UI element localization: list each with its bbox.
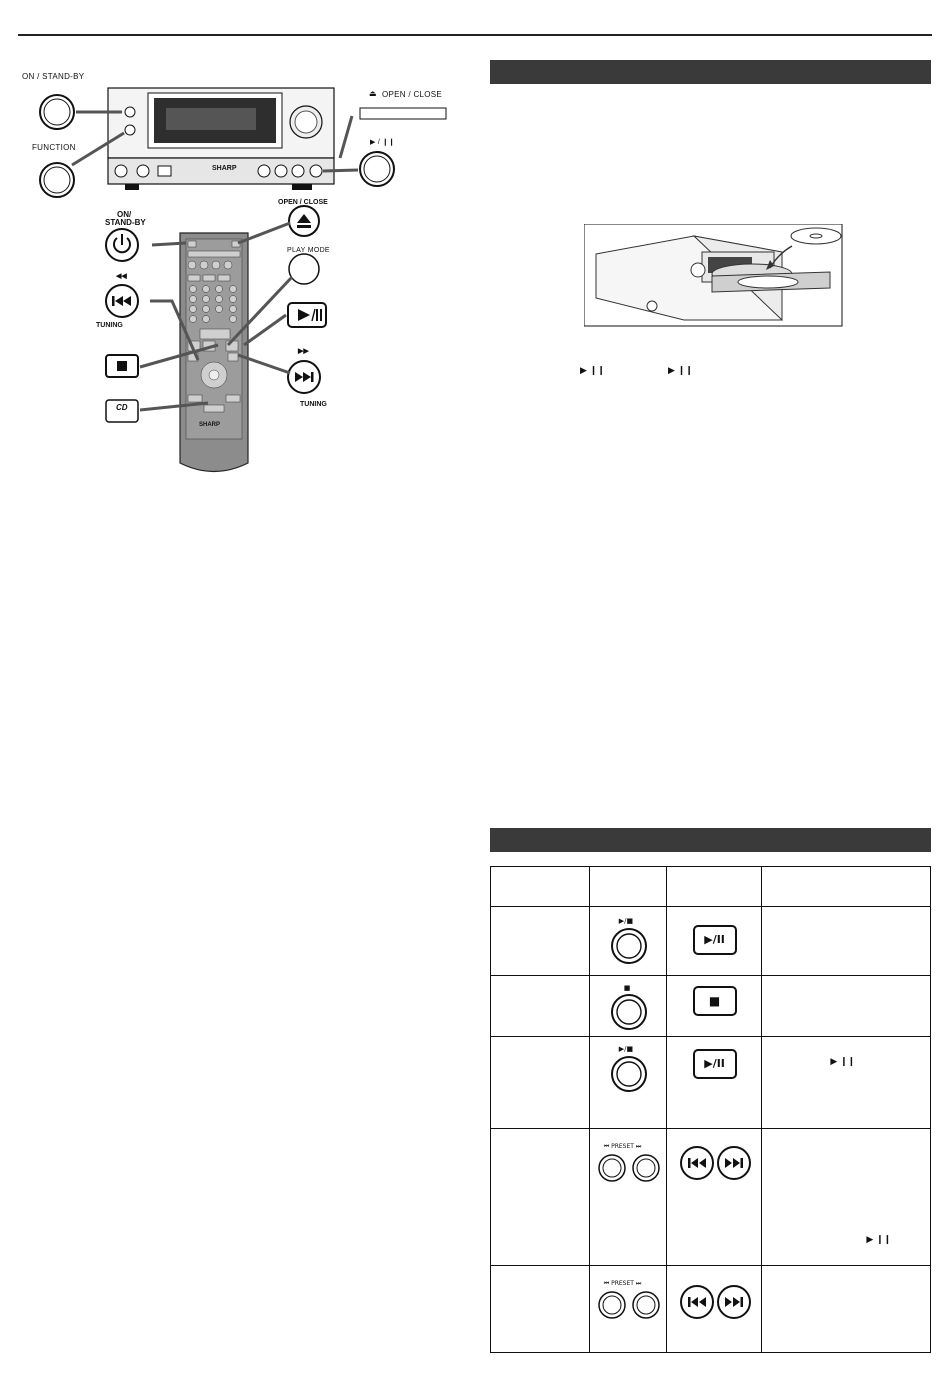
remote-stop-key[interactable]: ■: [693, 986, 737, 1016]
ff-label: ▶▶: [298, 348, 309, 355]
function-big-button[interactable]: [40, 163, 74, 197]
tuning-left-label: TUNING: [96, 322, 123, 329]
play-mode-label: PLAY MODE: [287, 247, 330, 254]
on-standby-label: ON / STAND-BY: [22, 72, 85, 81]
header-cell: [491, 867, 590, 907]
on-standby-big-button[interactable]: [40, 95, 74, 129]
header-cell: [666, 867, 762, 907]
operations-table: [490, 866, 931, 1353]
main-play-stop-label: ▶/■: [618, 917, 634, 925]
remote-playmode-big-button[interactable]: [289, 254, 319, 284]
play-pause-glyph-2: ▶ ❙❙: [668, 366, 693, 376]
svg-text:SHARP: SHARP: [212, 165, 237, 172]
main-play-stop-label: ▶/■: [618, 1045, 634, 1053]
main-stop-label: ■: [623, 984, 631, 992]
play-pause-small-label: ▶ / ❙❙: [370, 139, 395, 146]
header-cell: [589, 867, 666, 907]
open-close-label: OPEN / CLOSE: [382, 90, 443, 99]
svg-text:SHARP: SHARP: [199, 422, 221, 428]
tuning-right-label: TUNING: [300, 401, 327, 408]
remote-illustration: [0, 195, 470, 485]
remote-on-label-2: STAND-BY: [105, 218, 146, 227]
play-pause-big-button[interactable]: [360, 152, 394, 186]
rewind-label: ◀◀: [116, 273, 127, 280]
preset-label: ⏮ PRESET ⏭: [603, 1143, 642, 1150]
cd-loading-illustration: [584, 224, 844, 328]
cd-button-text: CD: [116, 403, 128, 412]
table-header-row: [491, 867, 931, 907]
remote-play-pause-key[interactable]: ▶/II: [693, 1049, 737, 1079]
preset-label: ⏮ PRESET ⏭: [603, 1280, 642, 1287]
play-pause-glyph-note: ▶ ❙❙: [830, 1057, 856, 1067]
eject-icon: ⏏: [369, 89, 377, 98]
play-pause-glyph-note: ▶ ❙❙: [866, 1235, 892, 1245]
function-label: FUNCTION: [32, 143, 76, 152]
table-row: [491, 1266, 931, 1353]
section-header-bar-2: [490, 828, 931, 852]
table-row: [491, 1037, 931, 1129]
remote-open-close-label: OPEN / CLOSE: [278, 199, 328, 206]
open-close-box[interactable]: [360, 108, 446, 119]
table-row: [491, 976, 931, 1037]
section-header-bar-1: [490, 60, 931, 84]
header-cell: [762, 867, 931, 907]
table-row: [491, 1129, 931, 1266]
remote-on-label-1: ON/: [117, 210, 132, 219]
remote-play-pause-key[interactable]: ▶/II: [693, 925, 737, 955]
play-pause-glyph-1: ▶ ❙❙: [580, 366, 605, 376]
main-unit-illustration: [0, 0, 460, 200]
table-row: [491, 907, 931, 976]
